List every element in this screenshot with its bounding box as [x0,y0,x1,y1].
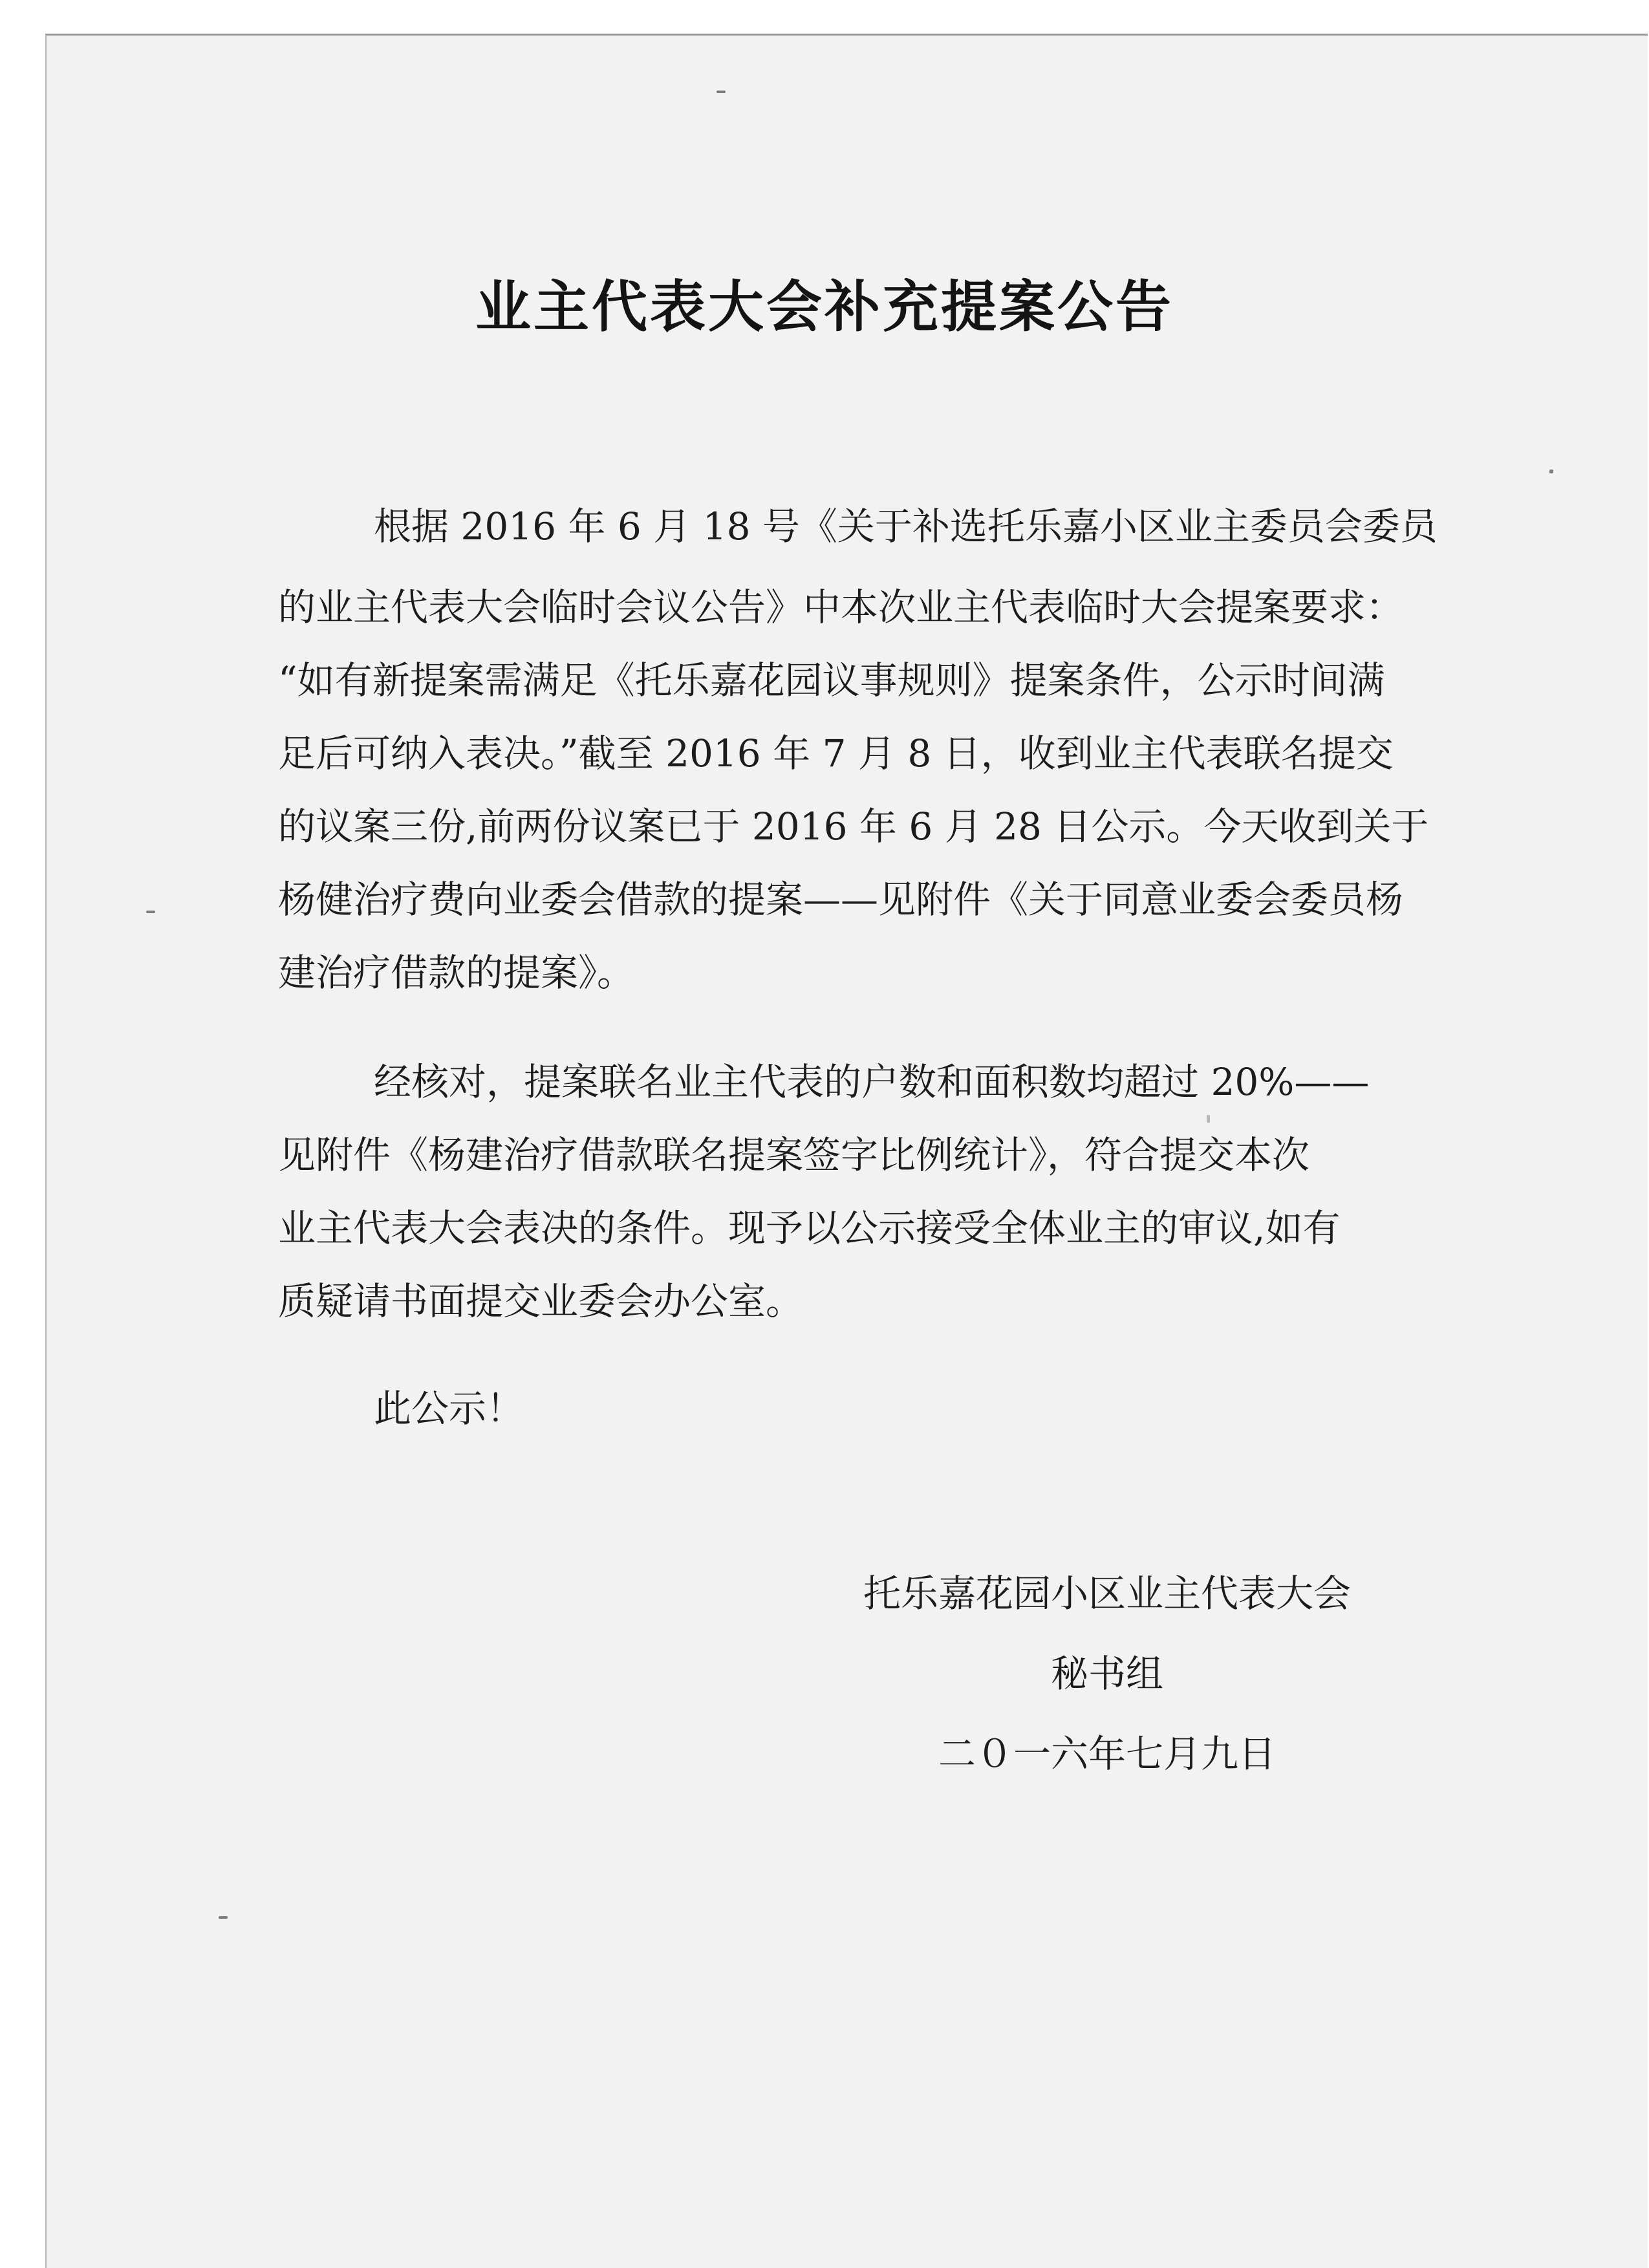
scan-speck [146,911,155,913]
paragraph-1-line-3: “如有新提案需满足《托乐嘉花园议事规则》提案条件，公示时间满 [278,658,1385,702]
closing-text: 此公示！ [374,1387,524,1431]
paragraph-2-line-3: 业主代表大会表决的条件。现予以公示接受全体业主的审议,如有 [278,1206,1341,1250]
paragraph-2-line-2: 见附件《杨建治疗借款联名提案签字比例统计》，符合提交本次 [278,1133,1310,1177]
signature-group: 秘书组 [1050,1652,1163,1696]
notice-title: 业主代表大会补充提案公告 [475,275,1174,340]
scan-speck [1549,470,1553,473]
paragraph-2-line-1: 经核对，提案联名业主代表的户数和面积数均超过 20%—— [374,1060,1370,1104]
scan-speck [219,1916,228,1919]
paragraph-1-line-4: 足后可纳入表决。”截至 2016 年 7 月 8 日，收到业主代表联名提交 [278,731,1394,775]
scan-speck [717,91,726,93]
paragraph-1-line-6: 杨健治疗费向业委会借款的提案——见附件《关于同意业委会委员杨 [278,878,1404,922]
signature-date: 二０一六年七月九日 [938,1732,1276,1776]
paragraph-2-line-4: 质疑请书面提交业委会办公室。 [278,1279,804,1323]
paragraph-1-line-5: 的议案三份,前两份议案已于 2016 年 6 月 28 日公示。今天收到关于 [278,805,1429,848]
paragraph-1-line-7: 建治疗借款的提案》。 [278,951,635,995]
signature-organization: 托乐嘉花园小区业主代表大会 [863,1571,1351,1615]
scan-speck [1207,1115,1210,1123]
paragraph-1-line-1: 根据 2016 年 6 月 18 号《关于补选托乐嘉小区业主委员会委员 [374,504,1438,548]
paragraph-1-line-2: 的业主代表大会临时会议公告》中本次业主代表临时大会提案要求： [278,585,1404,629]
